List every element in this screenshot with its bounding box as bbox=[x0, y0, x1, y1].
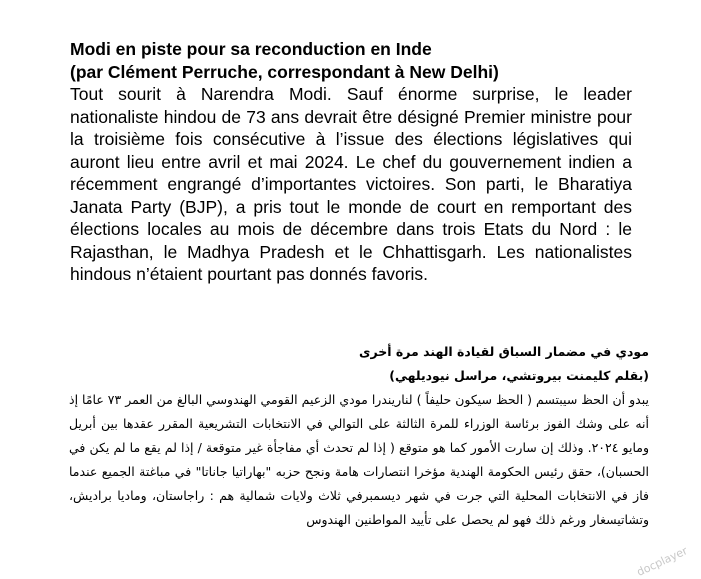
french-title-line2: (par Clément Perruche, correspondant à New Delhi) bbox=[70, 61, 499, 82]
french-title-line1: Modi en piste pour sa reconduction en Inde bbox=[70, 39, 432, 59]
french-title bbox=[70, 38, 632, 83]
arabic-title bbox=[69, 340, 649, 388]
watermark: docplayer bbox=[634, 544, 690, 579]
arabic-body: يبدو أن الحظ سيبتسم ( الحظ سيكون حليفاً ) لناريندرا مودي الزعيم القومي الهندوسي البالغ من العمر ٧٣ عامًا إذ أنه على وشك الفوز برئاسة الوزراء للمرة الثالثة على التوالي في الانتخابات التشريعية المقرر عقدها بين أبريل ومايو ٢٠٢٤. وذلك إن سارت الأمور كما هو متوقع ( إذا لم تحدث أي مفاجأة غير متوقعة / إذا لم يقع ما لم يكن في الحسبان)، حقق رئيس الحكومة الهندية مؤخرا انتصارات هامة ونجح حزبه "بهاراتيا جاناتا" في مباغتة الجميع عندما فاز في الانتخابات المحلية التي جرت في شهر ديسمبرفي ثلاث ولايات شمالية هم : راجاستان، وماديا براديش، وتشاتيسغار ورغم ذلك فهو لم يحصل على تأييد المواطنين الهندوس bbox=[69, 392, 649, 527]
arabic-article bbox=[69, 340, 649, 532]
arabic-title-line1: مودي في مضمار السباق لقيادة الهند مرة أخرى bbox=[359, 344, 649, 359]
french-body: Tout sourit à Narendra Modi. Sauf énorme surprise, le leader nationaliste hindou de 73 ans devrait être désigné Premier ministre pour la troisième fois consécutive à l’issue des élections législatives qui auront lieu entre avril et mai 2024. Le chef du gouvernement indien a récemment engrangé d’importantes victoires. Son parti, le Bharatiya Janata Party (BJP), a pris tout le monde de court en remportant des élections locales au mois de décembre dans trois Etats du Nord : le Rajasthan, le Madhya Pradesh et le Chhattisgarh. Les nationalistes hindous n’étaient pourtant pas donnés favoris. bbox=[70, 84, 632, 284]
arabic-title-line2: (بقلم كليمنت بيروتشي، مراسل نيوديلهي) bbox=[389, 368, 649, 383]
french-article bbox=[70, 38, 632, 286]
